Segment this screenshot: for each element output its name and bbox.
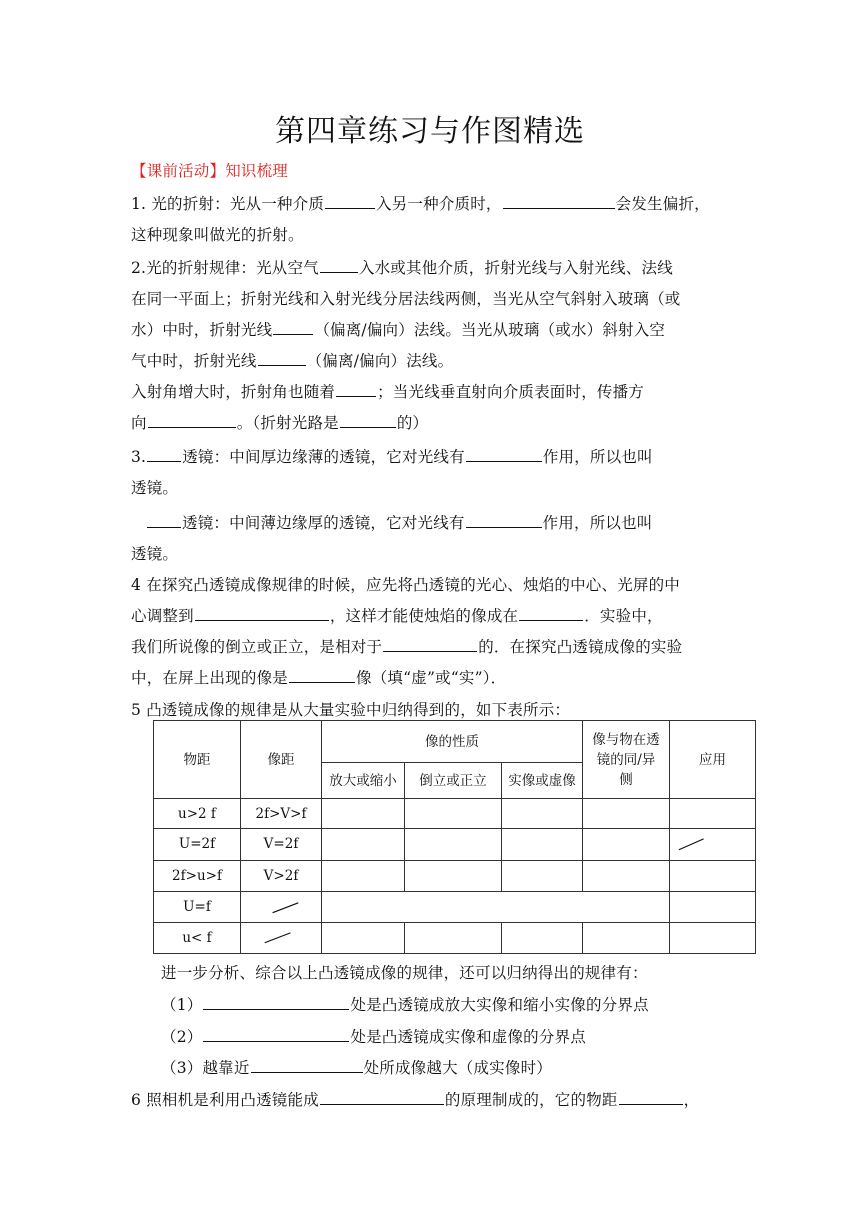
q3-line1 xyxy=(131,445,731,467)
q1-text-c: 会发生偏折， xyxy=(615,195,710,213)
page-title: 第四章练习与作图精选 xyxy=(275,114,585,149)
q1-line1 xyxy=(131,192,731,214)
q4-line1: 4 在探究凸透镜成像规律的时候，应先将凸透镜的光心、烛焰的中心、光屏的中 xyxy=(131,576,680,594)
slash-mark xyxy=(241,923,321,953)
q5-r3-text: 处所成像越大（成实像时） xyxy=(363,1059,552,1077)
answer-cell[interactable] xyxy=(322,829,405,861)
blank[interactable] xyxy=(258,350,306,366)
blank[interactable] xyxy=(320,1089,444,1105)
q5-rule1 xyxy=(161,993,761,1015)
cell-v: V=2f xyxy=(241,829,322,861)
q5-further: 进一步分析、综合以上凸透镜成像的规律，还可以归纳得出的规律有： xyxy=(161,964,648,982)
answer-cell[interactable] xyxy=(670,860,756,891)
section-header xyxy=(131,159,731,181)
q1-text-b: 入另一种介质时， xyxy=(376,195,502,213)
answer-cell[interactable] xyxy=(670,891,756,923)
q5-r1-num: （1） xyxy=(161,996,203,1014)
q4-text-g: 中，在屏上出现的像是 xyxy=(131,669,289,687)
q2-text-l: 的） xyxy=(396,414,429,432)
header-same-side: 像与物在透镜的同/异侧 xyxy=(583,721,670,799)
blank[interactable] xyxy=(503,193,615,209)
q5-r3-num: （3）越靠近 xyxy=(161,1059,250,1077)
q5-r2-num: （2） xyxy=(161,1028,203,1046)
answer-cell[interactable] xyxy=(405,860,502,891)
q2-text-e: （偏离/偏向）法线。当光从玻璃（或水）斜射入空 xyxy=(314,321,666,339)
answer-cell[interactable] xyxy=(405,829,502,861)
blank[interactable] xyxy=(466,512,542,528)
blank[interactable] xyxy=(320,257,358,273)
answer-cell[interactable] xyxy=(670,799,756,829)
q3-text-e: 透镜：中间薄边缘厚的透镜，它对光线有 xyxy=(182,514,465,532)
answer-cell[interactable] xyxy=(502,829,583,861)
q1-line2: 这种现象叫做光的折射。 xyxy=(131,226,304,244)
cell-u: U=2f xyxy=(154,829,241,861)
answer-cell[interactable] xyxy=(583,860,670,891)
slash-cell xyxy=(241,891,322,923)
q2-line3 xyxy=(131,318,731,340)
answer-cell[interactable] xyxy=(583,799,670,829)
answer-cell[interactable] xyxy=(502,799,583,829)
answer-cell[interactable] xyxy=(405,923,502,954)
q3-line4: 透镜。 xyxy=(131,545,179,563)
cell-v: V>2f xyxy=(241,860,322,891)
table-row xyxy=(154,860,756,891)
answer-cell[interactable] xyxy=(322,799,405,829)
q2-text-a: 2.光的折射规律：光从空气 xyxy=(131,259,319,277)
q3-text-f: 作用，所以也叫 xyxy=(542,514,653,532)
cell-u: u>2 f xyxy=(154,799,241,829)
answer-cell[interactable] xyxy=(670,923,756,954)
q4-text-h: 像（填“虚”或“实”）． xyxy=(356,669,507,687)
q2-text-b: 入水或其他介质，折射光线与入射光线、法线 xyxy=(358,259,673,277)
q2-text-h: 入射角增大时，折射角也随着 xyxy=(131,383,336,401)
slash-mark xyxy=(670,829,755,860)
cell-v: 2f>V>f xyxy=(241,799,322,829)
blank[interactable] xyxy=(289,667,355,683)
q2-line5 xyxy=(131,380,731,402)
q5-rule3 xyxy=(161,1056,761,1078)
header-real-virtual: 实像或虚像 xyxy=(502,763,583,799)
blank[interactable] xyxy=(619,1089,683,1105)
q4-text-f: 的．在探究凸透镜成像的实验 xyxy=(478,638,683,656)
blank[interactable] xyxy=(336,381,376,397)
header-application: 应用 xyxy=(670,721,756,799)
header-orientation: 倒立或正立 xyxy=(405,763,502,799)
table-row xyxy=(154,891,756,923)
q3-text-b: 透镜：中间厚边缘薄的透镜，它对光线有 xyxy=(182,448,465,466)
section-bracket: 【课前活动】 xyxy=(131,162,226,180)
q3-text-a: 3. xyxy=(131,448,147,466)
q3-text-c: 作用，所以也叫 xyxy=(542,448,653,466)
q2-text-d: 水）中时，折射光线 xyxy=(131,321,273,339)
blank[interactable] xyxy=(203,1026,349,1042)
q5-intro: 5 凸透镜成像的规律是从大量实验中归纳得到的，如下表所示： xyxy=(131,701,571,719)
q2-line6 xyxy=(131,411,731,433)
blank[interactable] xyxy=(273,319,313,335)
q6-text-a: 6 照相机是利用凸透镜能成 xyxy=(131,1091,319,1109)
q4-line3 xyxy=(131,635,731,657)
slash-cell xyxy=(670,829,756,861)
table-row xyxy=(154,799,756,829)
blank[interactable] xyxy=(383,636,477,652)
q6-text-b: 的原理制成的，它的物距 xyxy=(444,1091,618,1109)
answer-cell[interactable] xyxy=(322,860,405,891)
blank[interactable] xyxy=(519,605,583,621)
header-image-distance: 像距 xyxy=(241,721,322,799)
q5-rule2 xyxy=(161,1025,761,1047)
table-row xyxy=(154,829,756,861)
blank[interactable] xyxy=(340,412,396,428)
blank[interactable] xyxy=(147,446,181,462)
q2-text-f: 气中时，折射光线 xyxy=(131,352,257,370)
blank[interactable] xyxy=(466,446,542,462)
q5-r2-text: 处是凸透镜成实像和虚像的分界点 xyxy=(350,1028,586,1046)
q2-text-i: ；当光线垂直射向介质表面时，传播方 xyxy=(377,383,645,401)
q2-text-k: 。（折射光路是 xyxy=(236,414,339,432)
q4-text-c: ，这样才能使烛焰的像成在 xyxy=(329,607,519,625)
table-row xyxy=(154,923,756,954)
section-text: 知识梳理 xyxy=(225,162,289,180)
q5-r1-text: 处是凸透镜成放大实像和缩小实像的分界点 xyxy=(350,996,649,1014)
answer-cell[interactable] xyxy=(322,923,405,954)
blank[interactable] xyxy=(147,512,181,528)
q2-text-j: 向 xyxy=(131,414,147,432)
blank[interactable] xyxy=(195,605,329,621)
q2-line2: 在同一平面上；折射光线和入射光线分居法线两侧，当光从空气斜射入玻璃（或 xyxy=(131,290,681,308)
cell-u: U=f xyxy=(154,891,241,923)
q2-text-g: （偏离/偏向）法线。 xyxy=(306,352,454,370)
q3-line3 xyxy=(131,511,731,533)
header-size: 放大或缩小 xyxy=(322,763,405,799)
answer-cell[interactable] xyxy=(583,923,670,954)
q1-text-a: 1. 光的折射：光从一种介质 xyxy=(131,195,325,213)
blank[interactable] xyxy=(325,193,375,209)
blank[interactable] xyxy=(251,1057,363,1073)
answer-cell[interactable] xyxy=(502,923,583,954)
q4-text-b: 心调整到 xyxy=(131,607,194,625)
lens-imaging-table xyxy=(153,720,756,954)
slash-mark xyxy=(241,892,321,923)
q2-line1 xyxy=(131,256,731,278)
q2-line4 xyxy=(131,349,731,371)
q4-text-d: ．实验中， xyxy=(584,607,663,625)
answer-cell[interactable] xyxy=(405,799,502,829)
slash-cell xyxy=(241,923,322,954)
q4-text-e: 我们所说像的倒立或正立，是相对于 xyxy=(131,638,383,656)
q4-line2 xyxy=(131,604,731,626)
cell-u: 2f>u>f xyxy=(154,860,241,891)
header-object-distance: 物距 xyxy=(154,721,241,799)
answer-cell[interactable] xyxy=(583,829,670,861)
blank[interactable] xyxy=(203,994,349,1010)
cell-u: u< f xyxy=(154,923,241,954)
blank[interactable] xyxy=(148,412,236,428)
answer-cell-merged[interactable] xyxy=(322,891,670,923)
q6-text-c: ， xyxy=(683,1091,700,1109)
q3-line2: 透镜。 xyxy=(131,479,179,497)
q6-line1 xyxy=(131,1088,731,1110)
answer-cell[interactable] xyxy=(502,860,583,891)
q4-line4 xyxy=(131,666,731,688)
header-image-nature: 像的性质 xyxy=(322,721,583,763)
